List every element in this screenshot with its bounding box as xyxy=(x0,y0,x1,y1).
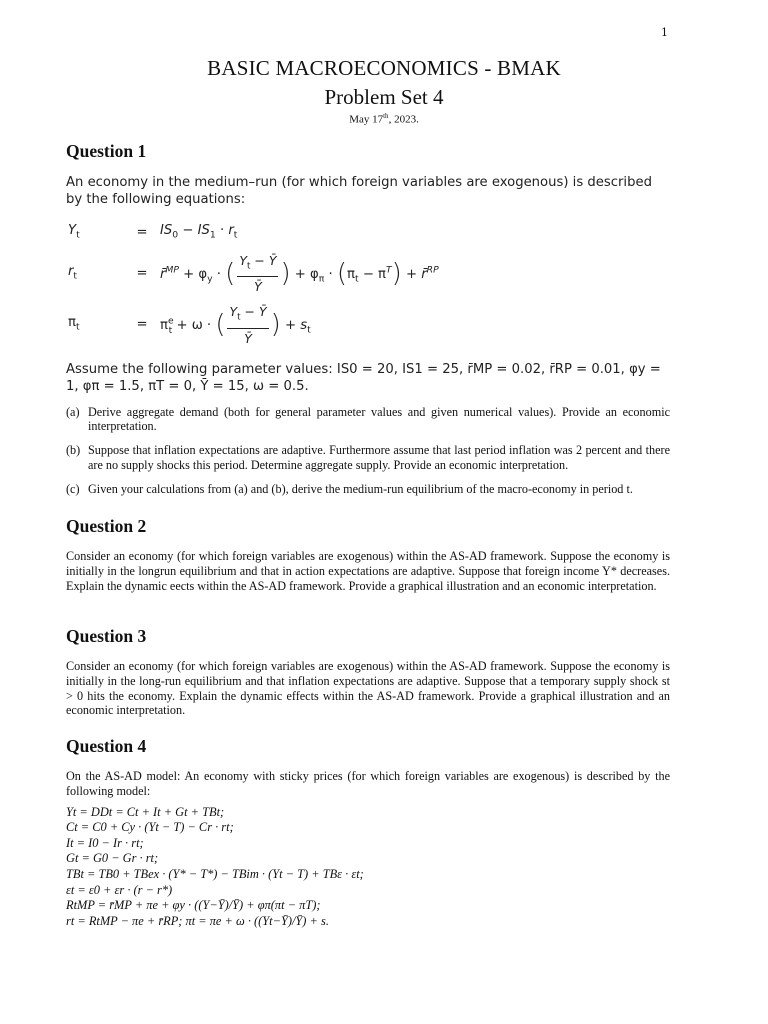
title-block xyxy=(0,56,768,126)
question-1-problem-box xyxy=(66,174,670,395)
model-line: Ct = C0 + Cy · (Yt − T) − Cr · rt; xyxy=(66,820,234,835)
model-line: Gt = G0 − Gr · rt; xyxy=(66,851,159,866)
page-number: 1 xyxy=(661,26,668,39)
date-prefix: May 17 xyxy=(349,113,384,126)
question-4-text: On the AS-AD model: An economy with sticky prices (for which foreign variables are exogenous) is described by the following model: xyxy=(66,769,670,798)
question-4-heading: Question 4 xyxy=(66,736,147,756)
question-1 xyxy=(66,141,670,506)
question-2-text: Consider an economy (for which foreign variables are exogenous) within the AS-AD framework. Suppose the economy is initially in the longrun equilibrium and that in action expectations are adaptive. Suppose that foreign income Y* decreases. Explain the dynamic eects within the AS-AD framework. Provide a graphical illustration and an economic interpretation. xyxy=(66,549,670,593)
list-item: (a) Derive aggregate demand (both for general parameter values and given numerical values). Provide an economic interpretation. xyxy=(66,404,670,434)
question-3 xyxy=(66,626,670,718)
document-subtitle: Problem Set 4 xyxy=(324,85,444,109)
document-title: BASIC MACROECONOMICS - BMAK xyxy=(207,56,561,80)
eq2-lhs: $r_t$ xyxy=(68,263,78,282)
question-2-heading: Question 2 xyxy=(66,516,147,536)
question-2 xyxy=(66,516,670,593)
eq3-rhs: $\pi^e_t + \omega$ · ( $\frac{Y_t - Ȳ}{Ȳ}$ ) + $s_t$ xyxy=(160,304,311,346)
equation-system: $Y_t$ = $IS_0 - IS_1 \cdot r_t$ $r_t$ = r̄$^{MP}$ + $\varphi_y$ · ( $\frac{Y_t - Ȳ}{Ȳ}$ ) + $\varphi_\pi \cdot (\pi_t - \pi^T)$ + r̄$^{RP}$ $\pi_t$ = $\pi^e_t + \omega$ · ( $\frac{Y_t - Ȳ}{Ȳ}$ ) + $s_t$ xyxy=(66,222,670,347)
model-line: TBt = TB0 + TBex · (Y* − T*) − TBim · (Yt − T) + TBε · εt; xyxy=(66,866,364,881)
question-1-intro: An economy in the medium–run (for which foreign variables are exogenous) is described by the following equations: xyxy=(66,175,652,207)
eq3-lhs: $\pi_t$ xyxy=(68,315,80,333)
model-line: Yt = DDt = Ct + It + Gt + TBt; xyxy=(66,804,225,819)
model-line: It = I0 − Ir · rt; xyxy=(66,835,144,850)
question-4 xyxy=(66,736,670,929)
eq2-rhs: r̄$^{MP}$ + $\varphi_y$ · ( $\frac{Y_t - Ȳ}{Ȳ}$ ) + $\varphi_\pi \cdot (\pi_t - \pi^T)$ + r̄$^{RP}$ xyxy=(160,252,439,295)
list-item: (b) Suppose that inflation expectations are adaptive. Furthermore assume that last period inflation was 2 percent and there are no supply shocks this period. Determine aggregate supply. Provide an economic interpretation. xyxy=(66,443,670,473)
question-3-text: Consider an economy (for which foreign variables are exogenous) within the AS-AD framework. Suppose the economy is initially in the long-run equilibrium and that inflation expectations are adaptive. Suppose that a temporary supply shock st > 0 hits the economy. Explain the dynamic effects within the AS-AD framework. Provide a graphical illustration and an economic interpretation. xyxy=(66,659,670,718)
list-item: (c) Given your calculations from (a) and (b), derive the medium-run equilibrium of the macro-economy in period t. xyxy=(66,481,633,496)
eq1-rhs: $IS_0 - IS_1 \cdot r_t$ xyxy=(160,223,238,241)
date-suffix: , 2023. xyxy=(388,113,419,126)
date-sup: th xyxy=(383,112,389,120)
document-date xyxy=(0,112,768,126)
model-line: rt = RtMP − πe + r̄RP; πt = πe + ω · ((Yt−Ȳ)/Ȳ) + s. xyxy=(66,913,329,928)
model-line: εt = ε0 + εr · (r − r*) xyxy=(66,882,173,897)
model-line: RtMP = r̄MP + πe + φy · ((Y−Ȳ)/Ȳ) + φπ(πt − πT); xyxy=(66,898,321,913)
question-1-heading: Question 1 xyxy=(66,141,147,161)
question-3-heading: Question 3 xyxy=(66,626,147,646)
question-1-parts xyxy=(66,405,670,497)
eq1-lhs: $Y_t$ xyxy=(68,223,80,241)
model-equations xyxy=(66,805,670,930)
parameter-values: Assume the following parameter values: IS0 = 20, IS1 = 25, r̄MP = 0.02, r̄RP = 0.01, φy = 1, φπ = 1.5, πT = 0, Ȳ = 15, ω = 0.5. xyxy=(66,361,661,394)
